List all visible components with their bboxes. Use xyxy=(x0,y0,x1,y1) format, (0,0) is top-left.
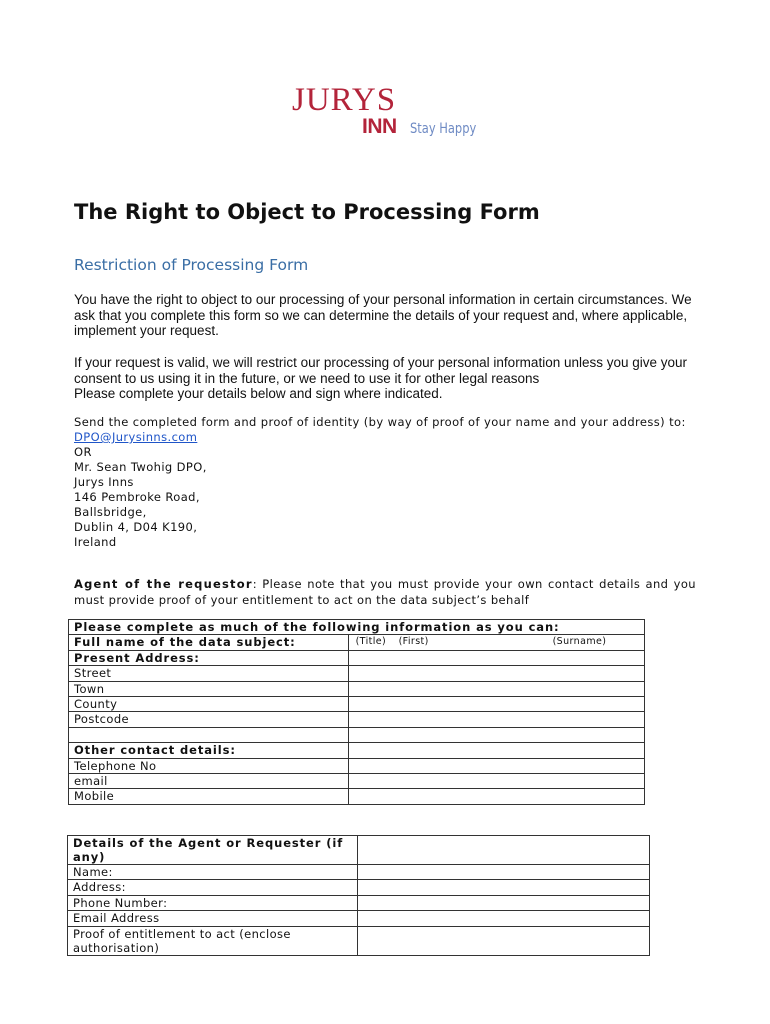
page-subtitle: Restriction of Processing Form xyxy=(74,256,309,274)
blank-label xyxy=(69,727,349,742)
agent-header-field[interactable] xyxy=(357,836,649,865)
agent-proof-field[interactable] xyxy=(357,926,649,955)
agent-note-label: Agent of the requestor xyxy=(74,577,253,591)
send-or: OR xyxy=(74,445,92,459)
agent-note xyxy=(74,577,696,608)
title-hint: (Title) xyxy=(355,636,387,648)
agent-address-field[interactable] xyxy=(357,880,649,895)
send-text: Send the completed form and proof of identity (by way of proof of your name and your address) to: xyxy=(74,415,686,429)
other-contact-label: Other contact details: xyxy=(69,743,349,758)
surname-hint: (Surname) xyxy=(552,636,607,648)
intro-paragraph-2-text: If your request is valid, we will restrict our processing of your personal information unless you give your consent to us using it in the future, or we need to use it for other legal reasons xyxy=(74,355,688,386)
intro-paragraph-1: You have the right to object to our processing of your personal information in certain circumstances. We ask that you complete this form so we can determine the details of your request and, where applicable, implement your request. xyxy=(74,292,692,338)
present-address-field[interactable] xyxy=(348,650,644,665)
full-name-field[interactable] xyxy=(348,635,644,650)
address-line: Ballsbridge, xyxy=(74,505,147,519)
agent-phone-label: Phone Number: xyxy=(68,895,358,910)
mobile-field[interactable] xyxy=(348,789,644,804)
jurys-inn-logo xyxy=(292,84,492,144)
telephone-label: Telephone No xyxy=(69,758,349,773)
address-line: Mr. Sean Twohig DPO, xyxy=(74,460,207,474)
logo-jurys: JURYS xyxy=(292,82,397,118)
town-label: Town xyxy=(69,681,349,696)
other-contact-field[interactable] xyxy=(348,743,644,758)
present-address-label: Present Address: xyxy=(69,650,349,665)
full-name-label: Full name of the data subject: xyxy=(69,635,349,650)
agent-address-label: Address: xyxy=(68,880,358,895)
agent-table-header: Details of the Agent or Requester (if any) xyxy=(68,836,358,865)
county-label: County xyxy=(69,696,349,711)
email-field[interactable] xyxy=(348,773,644,788)
agent-phone-field[interactable] xyxy=(357,895,649,910)
telephone-field[interactable] xyxy=(348,758,644,773)
dpo-email-link[interactable]: DPO@Jurysinns.com xyxy=(74,430,198,444)
email-label: email xyxy=(69,773,349,788)
postcode-label: Postcode xyxy=(69,712,349,727)
intro-paragraph-3-text: Please complete your details below and sign where indicated. xyxy=(74,386,443,401)
agent-proof-label: Proof of entitlement to act (enclose authorisation) xyxy=(68,926,358,955)
page-title: The Right to Object to Processing Form xyxy=(74,200,540,224)
subject-table-header: Please complete as much of the following information as you can: xyxy=(69,620,645,635)
data-subject-table xyxy=(68,619,645,805)
logo-tagline: Stay Happy xyxy=(410,121,477,137)
agent-name-field[interactable] xyxy=(357,865,649,880)
blank-field[interactable] xyxy=(348,727,644,742)
agent-details-table xyxy=(67,835,650,956)
address-line: Jurys Inns xyxy=(74,475,134,489)
first-hint: (First) xyxy=(398,636,429,648)
agent-email-label: Email Address xyxy=(68,911,358,926)
address-line: Dublin 4, D04 K190, xyxy=(74,520,198,534)
street-label: Street xyxy=(69,666,349,681)
send-instructions xyxy=(74,415,696,550)
agent-email-field[interactable] xyxy=(357,911,649,926)
address-line: 146 Pembroke Road, xyxy=(74,490,200,504)
town-field[interactable] xyxy=(348,681,644,696)
mobile-label: Mobile xyxy=(69,789,349,804)
postcode-field[interactable] xyxy=(348,712,644,727)
address-line: Ireland xyxy=(74,535,117,549)
logo-inn: INN xyxy=(362,115,397,138)
street-field[interactable] xyxy=(348,666,644,681)
agent-name-label: Name: xyxy=(68,865,358,880)
agent-note-text: : Please note that you must provide your own contact details and you must provide proof of your entitlement to act on the data subject’s behalf xyxy=(74,577,696,607)
county-field[interactable] xyxy=(348,696,644,711)
intro-paragraph-2 xyxy=(74,355,696,402)
